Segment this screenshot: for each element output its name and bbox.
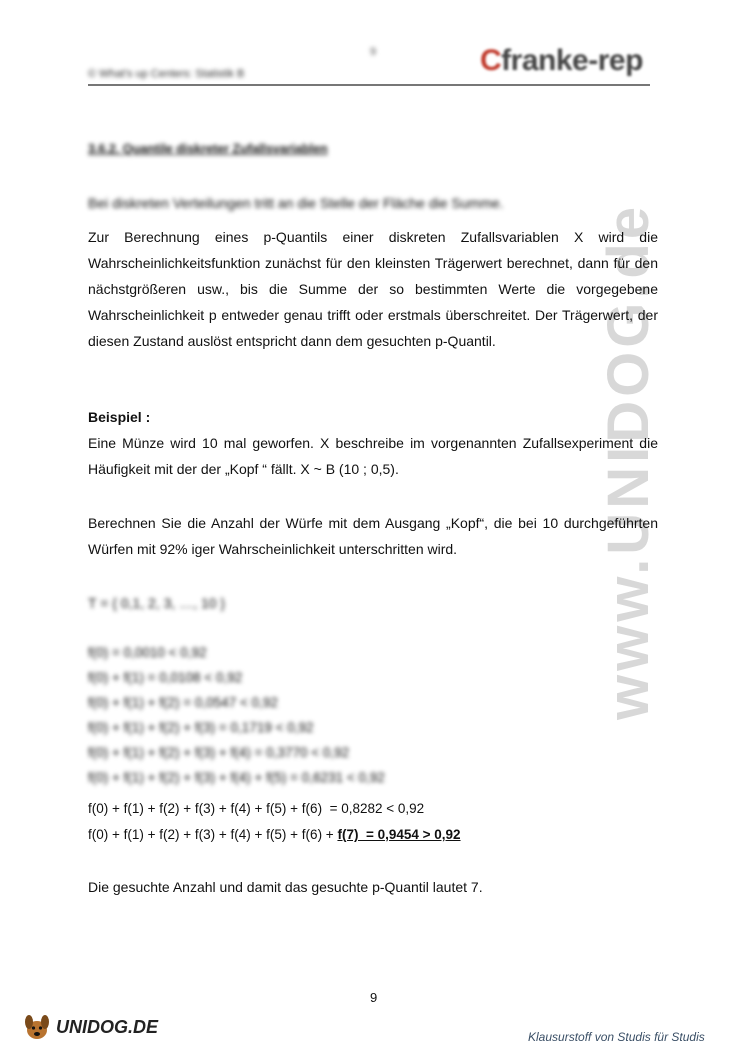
final-equation-prefix: f(0) + f(1) + f(2) + f(3) + f(4) + f(5) + f(6) + [88,827,338,842]
page-number-top: 9 [370,46,377,58]
conclusion: Die gesuchte Anzahl und damit das gesuchte p-Quantil lautet 7. [88,879,483,895]
final-equation-result: f(7) = 0,9454 > 0,92 [337,827,461,842]
section-title: 3.6.2. Quantile diskreter Zufallsvariablen [88,142,328,156]
logo-text: franke-rep [501,44,643,77]
equation-row: f(0) + f(1) + f(2) + f(3) = 0,1719 < 0,92 [88,720,314,735]
intro-paragraph: Bei diskreten Verteilungen tritt an die Stelle der Fläche die Summe. [88,195,504,211]
franke-rep-logo: Cfranke-rep [480,44,643,77]
footer-claim: Klausurstoff von Studis für Studis [528,1030,705,1044]
footer-page-number: 9 [370,990,378,1005]
dog-icon [20,1010,54,1044]
equation-row: f(0) + f(1) = 0,0108 < 0,92 [88,670,243,685]
header-source-text: © What's up Centers: Statistik B [88,68,245,80]
example-heading: Beispiel : [88,409,151,425]
watermark: www.UNIDOG.de [596,202,661,720]
unidog-brand: UNIDOG.DE [56,1016,159,1037]
example-text: Eine Münze wird 10 mal geworfen. X beschreibe im vorgenannten Zufallsexperiment die Häufigkeit mit der der „Kopf “ fällt. X ~ B (10 ; 0,5). [88,435,658,477]
equation-row: f(0) + f(1) + f(2) = 0,0547 < 0,92 [88,695,278,710]
equation-row: f(0) + f(1) + f(2) + f(3) + f(4) + f(5) + f(6) = 0,8282 < 0,92 [88,801,425,816]
support-set: T = { 0,1, 2, 3, …, 10 } [88,595,226,611]
main-paragraph: Zur Berechnung eines p-Quantils einer diskreten Zufallsvariablen X wird die Wahrscheinlichkeitsfunktion zunächst für den kleinsten Trägerwert berechnet, dann für den nächstgrößeren usw., bis die Summe der so bestimmten Werte die vorgegebene Wahrscheinlichkeit p entweder genau trifft oder erstmals überschreitet. Der Trägerwert, der diesen Zustand auslöst entspricht dann dem gesuchten p-Quantil. [88,229,658,349]
equation-row: f(0) = 0,0010 < 0,92 [88,645,207,660]
final-equation-row [88,822,461,847]
example-question: Berechnen Sie die Anzahl der Würfe mit dem Ausgang „Kopf“, die bei 10 durchgeführten Würfen mit 92% iger Wahrscheinlichkeit unterschritten wird. [88,515,658,557]
unidog-logo [20,1010,158,1044]
equation-row: f(0) + f(1) + f(2) + f(3) + f(4) = 0,3770 < 0,92 [88,745,350,760]
header-divider [88,84,650,86]
equation-row: f(0) + f(1) + f(2) + f(3) + f(4) + f(5) = 0,6231 < 0,92 [88,770,385,785]
